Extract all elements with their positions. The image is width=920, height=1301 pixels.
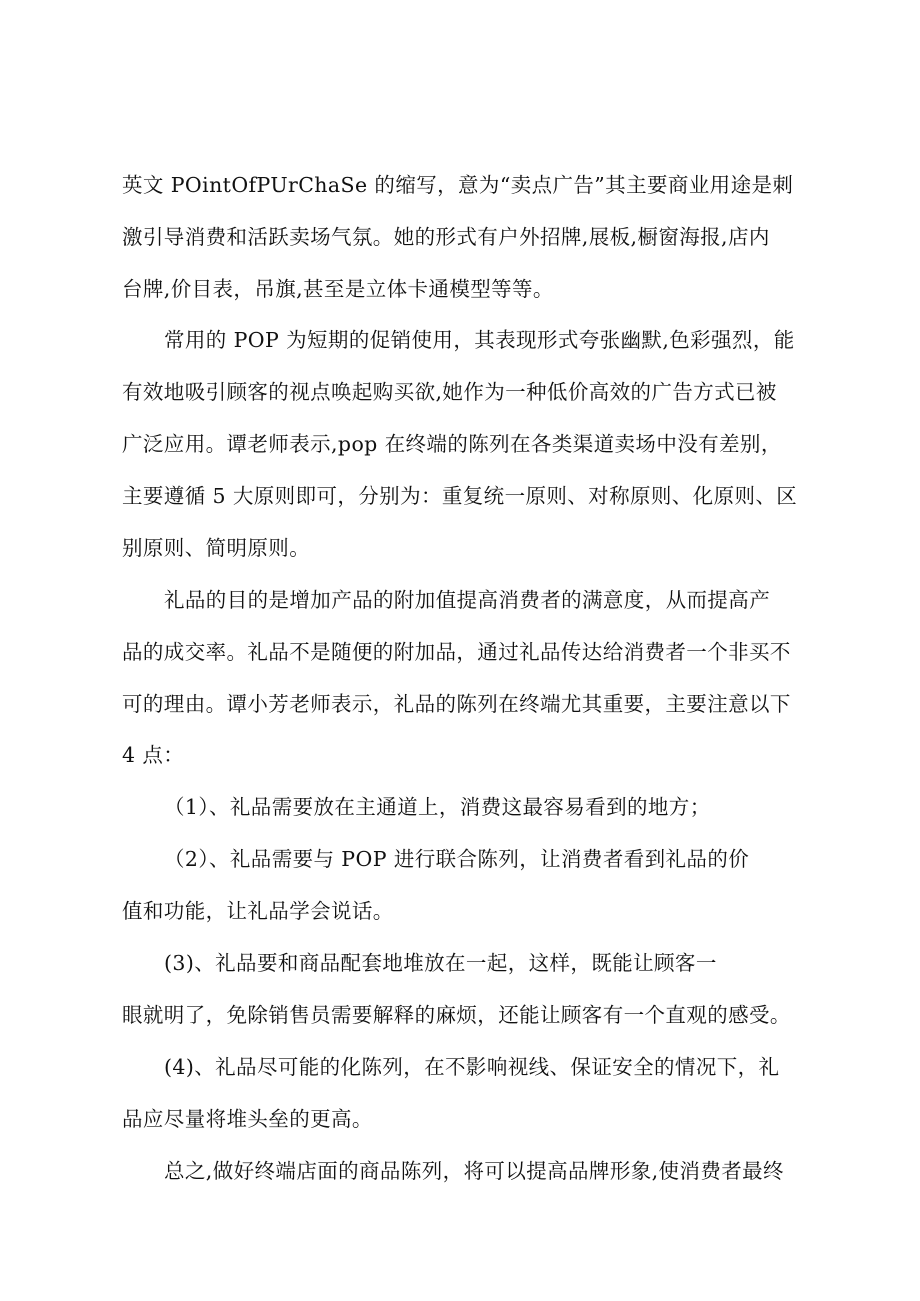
text-line: (3)、礼品要和商品配套地堆放在一起，这样，既能让顾客一 <box>164 951 717 975</box>
text-line: 激引导消费和活跃卖场气氛。她的形式有户外招牌,展板,橱窗海报,店内 <box>122 225 770 249</box>
text-line: 英文 POintOfPUrChaSe 的缩写，意为“卖点广告”其主要商业用途是刺 <box>122 173 794 197</box>
text-line: 常用的 POP 为短期的促销使用，其表现形式夸张幽默,色彩强烈，能 <box>164 328 795 352</box>
text-line: 品应尽量将堆头垒的更高。 <box>122 1107 373 1131</box>
text-line: (4)、礼品尽可能的化陈列，在不影响视线、保证安全的情况下，礼 <box>164 1055 780 1079</box>
text-line: 有效地吸引顾客的视点唤起购买欲,她作为一种低价高效的广告方式已被 <box>122 380 777 404</box>
text-line: （1）、礼品需要放在主通道上，消费这最容易看到的地方； <box>164 795 711 819</box>
text-line: 可的理由。谭小芳老师表示，礼品的陈列在终端尤其重要，主要注意以下 <box>122 692 791 716</box>
text-line: 台牌,价目表，吊旗,甚至是立体卡通模型等等。 <box>122 277 554 301</box>
text-line: 别原则、简明原则。 <box>122 536 311 560</box>
text-line: 总之,做好终端店面的商品陈列，将可以提高品牌形象,使消费者最终 <box>164 1159 784 1183</box>
text-line: 品的成交率。礼品不是随便的附加品，通过礼品传达给消费者一个非买不 <box>122 640 791 664</box>
text-line: 值和功能，让礼品学会说话。 <box>122 899 394 923</box>
text-line: 4 点： <box>122 743 185 767</box>
text-line: 广泛应用。谭老师表示,pop 在终端的陈列在各类渠道卖场中没有差别， <box>122 432 782 456</box>
text-line: （2）、礼品需要与 POP 进行联合陈列，让消费者看到礼品的价 <box>164 847 750 871</box>
text-line: 礼品的目的是增加产品的附加值提高消费者的满意度，从而提高产 <box>164 588 771 612</box>
text-line: 主要遵循 5 大原则即可，分别为：重复统一原则、对称原则、化原则、区 <box>122 484 798 508</box>
text-line: 眼就明了，免除销售员需要解释的麻烦，还能让顾客有一个直观的感受。 <box>122 1003 791 1027</box>
